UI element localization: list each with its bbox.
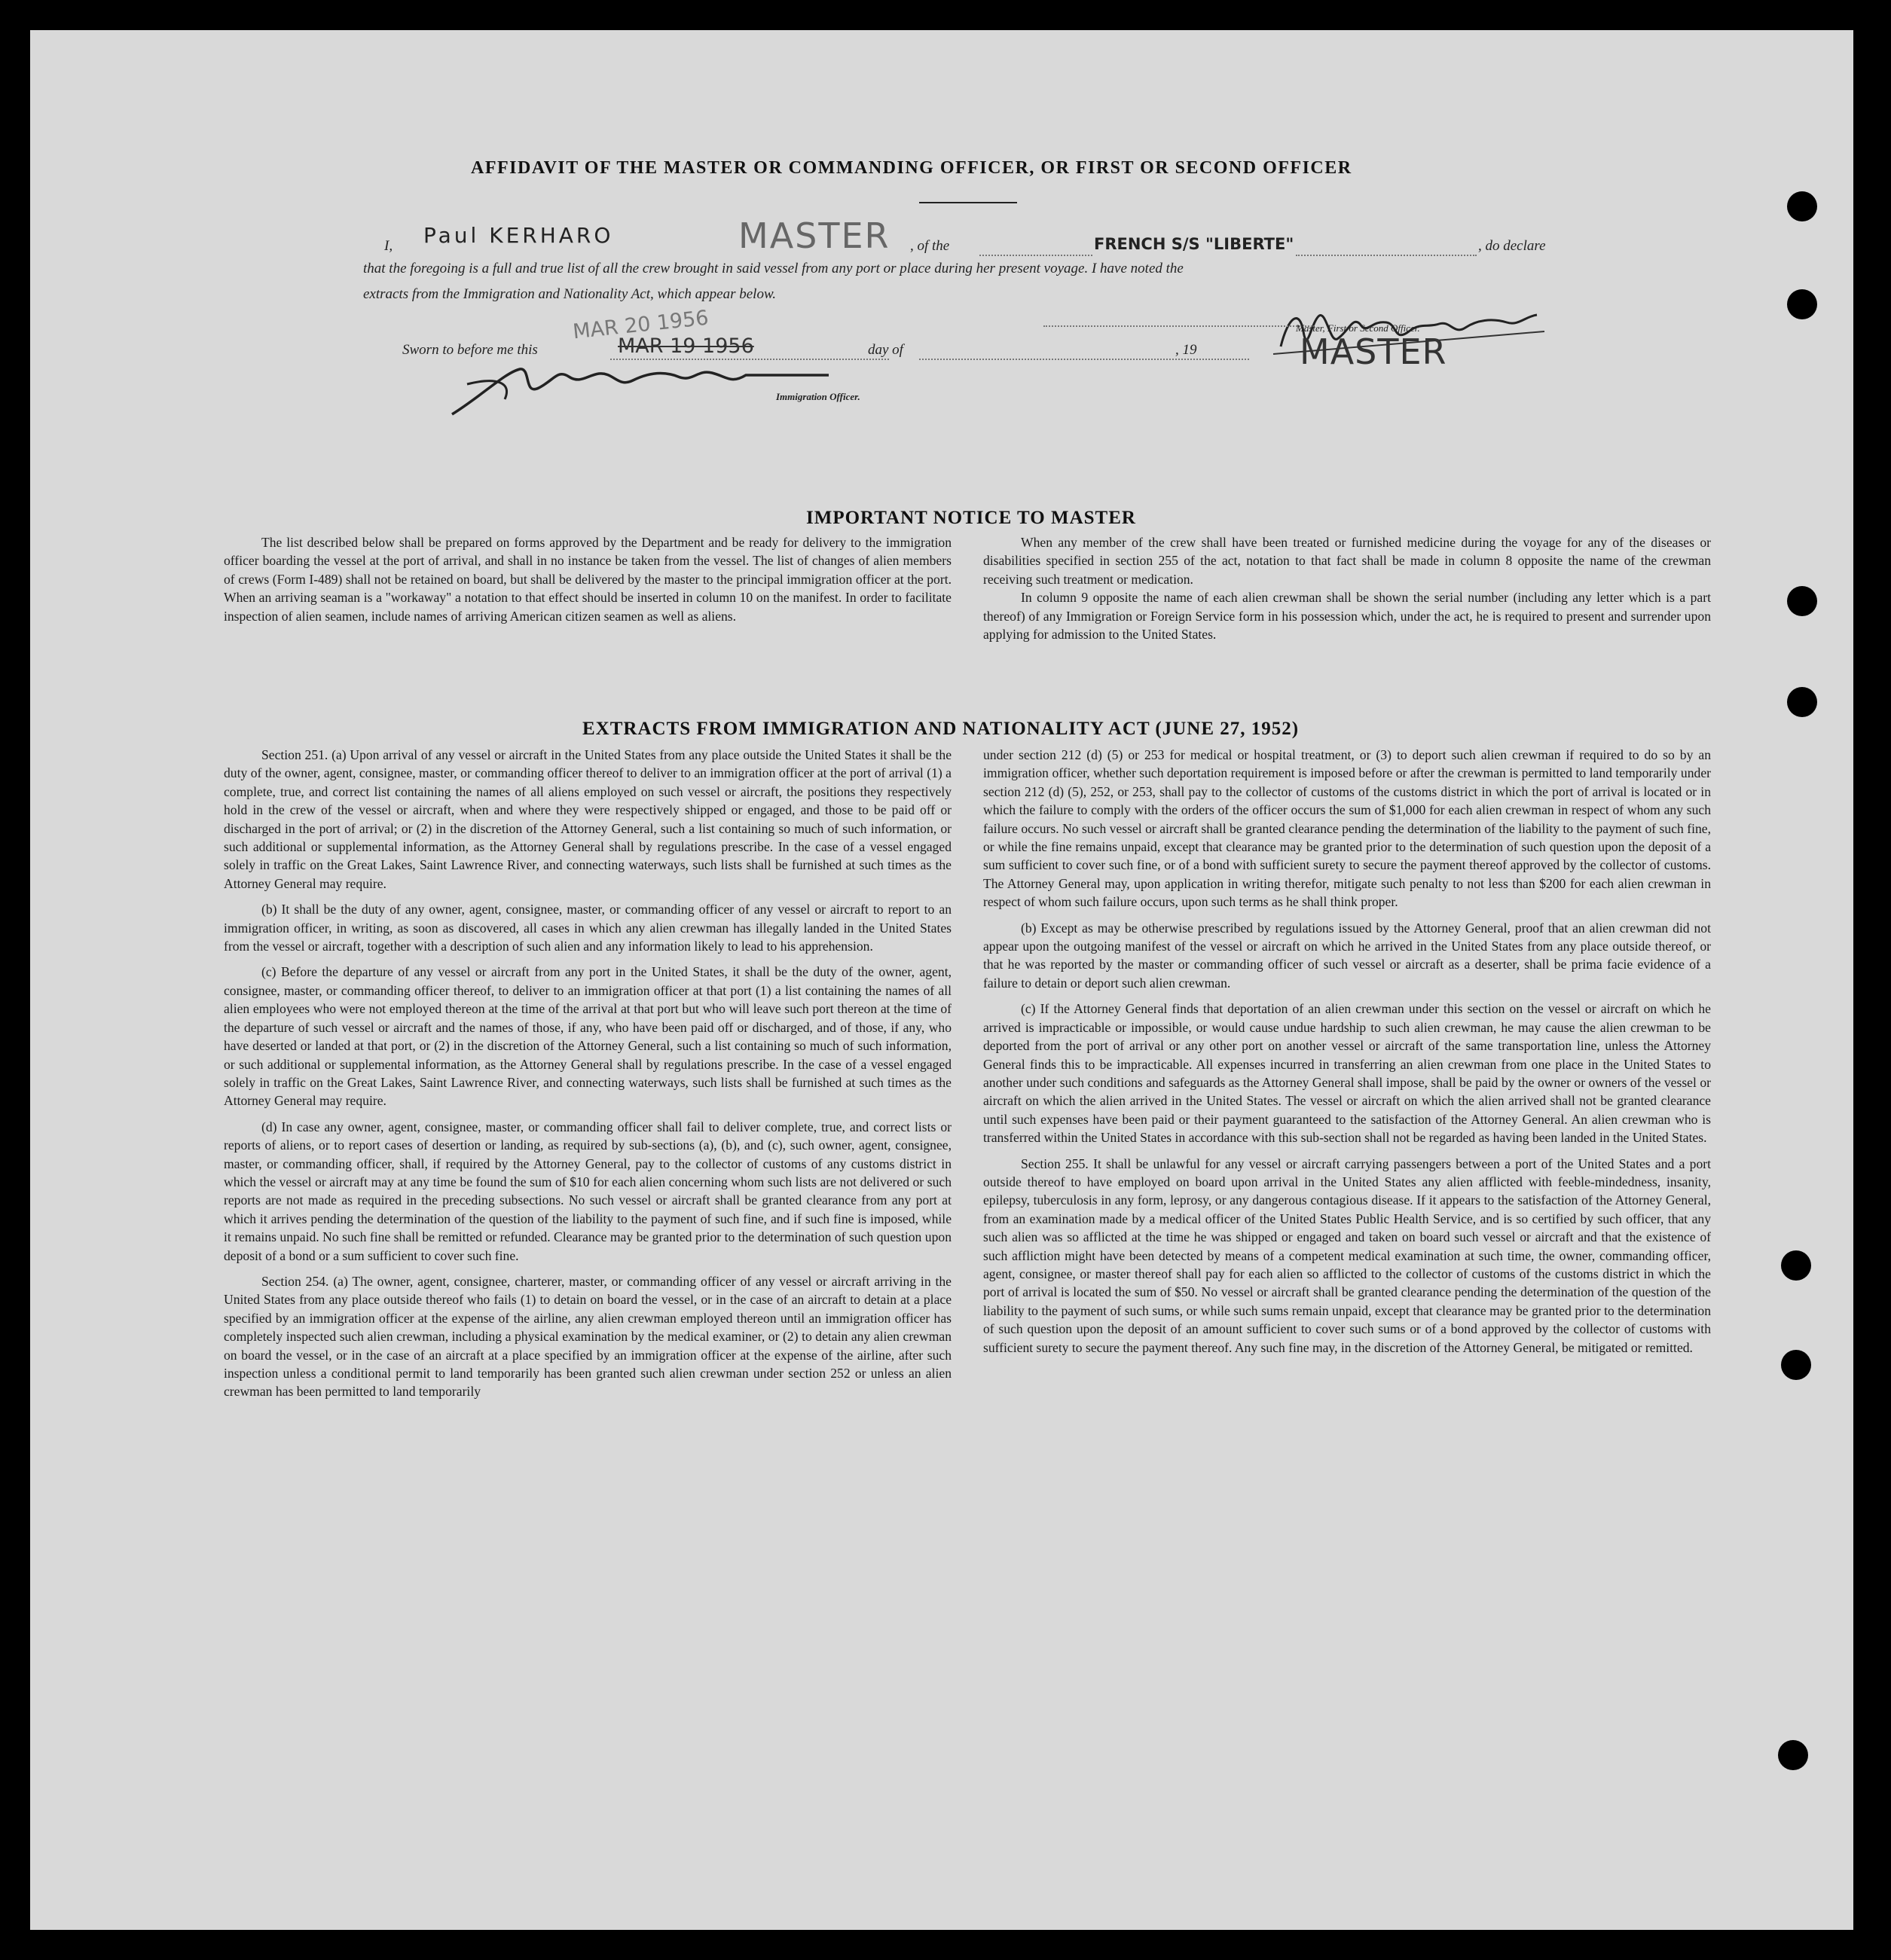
section-254b: (b) Except as may be otherwise prescribed by regulations issued by the Attorney General, proof that an alien crewman did not appear upon the outgoing manifest of the vessel or aircraft on which he arrived in the United States from any place outside thereof, or that he was reported by the master or commanding officer of such vessel or aircraft as a deserter, shall be prima facie evidence of a failure to detain or deport such alien crewman. xyxy=(983,920,1711,991)
section-251b: (b) It shall be the duty of any owner, agent, consignee, master, or commanding officer of any vessel or aircraft to report to an immigration officer, in writing, as soon as discovered, all cases in which any alien crewman has illegally landed in the United States from the vessel or aircraft, together with a description of such alien and any information likely to lead to his apprehension. xyxy=(224,902,952,954)
signature-fill-line xyxy=(1043,325,1315,327)
section-254a: Section 254. (a) The owner, agent, consignee, charterer, master, or commanding officer of any vessel or aircraft arriving in the United States from any place outside thereof who fails (1) to detain on board the vessel, or in the case of an aircraft to detain at a place specified by an immigration officer at the expense of the airline, any alien crewman employed thereon until an immigration officer has completely inspected such alien crewman, including a physical examination by the medical examiner, or (2) to detain any alien crewman on board the vessel, or in the case of an aircraft at a place specified by an immigration officer at the expense of the airline, after such inspection unless a conditional permit to land temporarily has been granted such alien crewman under section 252 or unless an alien crewman has been permitted to land temporarily xyxy=(224,1273,952,1400)
vessel-fill-line-2 xyxy=(1296,255,1477,256)
year-fill-line xyxy=(1211,359,1249,360)
binder-hole xyxy=(1787,687,1817,717)
officer-signature xyxy=(437,354,844,422)
section-254c: (c) If the Attorney General finds that deportation of an alien crewman under this section on the vessel or aircraft on which he arrived is impracticable or impossible, or would cause undue hardship to such alien crewman, he may cause the alien crewman to be deported from the port of arrival or any other port on another vessel or aircraft of the same transportation line, unless the Attorney General finds this to be impracticable. All expenses incurred in transferring an alien crewman from one place in the United States to another under such conditions and safeguards as the Attorney General shall impose, shall be paid by the owner or owners of the vessel or aircraft on which the alien arrived in the United States. The vessel or aircraft on which the alien arrived shall not be granted clearance until such expenses have been paid or their payment guaranteed to the satisfaction of the Attorney General. An alien crewman who is transferred within the United States in accordance with this sub-section shall not be regarded as having been landed in the United States. xyxy=(983,1001,1711,1146)
signature-caption: Master, First or Second Officer. xyxy=(1296,322,1420,334)
binder-hole xyxy=(1787,586,1817,616)
vessel-fill-line xyxy=(979,255,1092,256)
title-divider xyxy=(919,202,1017,203)
binder-hole xyxy=(1787,289,1817,319)
day-fill-line xyxy=(919,359,1213,360)
notice-left-column xyxy=(224,533,952,625)
signature-rank-stamp: MASTER xyxy=(1300,331,1447,372)
binder-hole xyxy=(1781,1250,1811,1281)
notice-right-paragraph-1: When any member of the crew shall have been treated or furnished medicine during the voyage for any of the diseases or disabilities specified in section 255 of the act, notation to that fact shall be made in column 8 opposite the name of the crewman receiving such treatment or medication. xyxy=(983,535,1711,587)
sworn-text: Sworn to before me this xyxy=(402,342,538,358)
declaration-line-2: extracts from the Immigration and Nationality Act, which appear below. xyxy=(363,286,776,302)
rank-stamp: MASTER xyxy=(738,215,891,256)
section-251d: (d) In case any owner, agent, consignee, master, or commanding officer shall fail to deliver complete, true, and correct lists or reports of aliens, or to report cases of desertion or landing, as required by sub-sections (a), (b), and (c), such owner, agent, consignee, master, or commanding officer, shall, if required by the Attorney General, pay to the collector of customs of any customs district in which the vessel or aircraft may at any time be found the sum of $10 for each alien concerning whom such lists are not delivered or such reports are not made as required in the preceding subsections. No such vessel or aircraft shall be granted clearance from any port at which it arrives pending the determination of the question of the liability to the payment of such fine, and if such fine is imposed, while it remains unpaid. No such fine shall be remitted or refunded. Clearance may be granted prior to the determination of such question upon deposit of a bond or a sum sufficient to cover such fine. xyxy=(224,1119,952,1263)
vessel-name: FRENCH S/S "LIBERTE" xyxy=(1094,235,1294,253)
binder-hole xyxy=(1778,1740,1808,1770)
document-page xyxy=(30,30,1853,1930)
notice-title: IMPORTANT NOTICE TO MASTER xyxy=(806,508,1136,528)
section-251a: Section 251. (a) Upon arrival of any vessel or aircraft in the United States from any place outside the United States it shall be the duty of the owner, agent, consignee, master, or commanding officer thereof to deliver to an immigration officer at the port of arrival (1) a complete, true, and correct list containing the names of all aliens employed on such vessel or aircraft, the positions they respectively hold in the crew of the vessel or aircraft, when and where they were respectively shipped or engaged, and those to be paid off or discharged in the port of arrival; or (2) in the discretion of the Attorney General, such a list containing so much of such information, or such additional or supplemental information, as the Attorney General shall by regulations prescribe. In the case of a vessel engaged solely in traffic on the Great Lakes, Saint Lawrence River, and connecting waterways, such lists shall be furnished at such times as the Attorney General may require. xyxy=(224,747,952,891)
i-prefix: I, xyxy=(384,238,393,254)
binder-hole xyxy=(1787,191,1817,221)
affidavit-title: AFFIDAVIT OF THE MASTER OR COMMANDING OFFICER, OR FIRST OR SECOND OFFICER xyxy=(471,158,1352,178)
notice-right-column xyxy=(983,533,1711,643)
section-251c: (c) Before the departure of any vessel or aircraft from any port in the United States, it shall be the duty of the owner, agent, consignee, master, or commanding officer thereof, to deliver to an immigration officer at that port (1) a list containing the names of all alien employees who were not employed thereon at the time of the arrival at that port but who will leave such port thereon at the time of the departure of such vessel or aircraft and the names of those, if any, who have been paid off or discharged, and of those, if any, who have deserted or landed at that port, or (2) in the discretion of the Attorney General, such a list containing so much of such information, or such additional or supplemental information, as the Attorney General shall by regulations prescribe. In the case of a vessel engaged solely in traffic on the Great Lakes, Saint Lawrence River, and connecting waterways, such lists shall be furnished at such times as the Attorney General may require. xyxy=(224,964,952,1109)
section-255: Section 255. It shall be unlawful for any vessel or aircraft carrying passengers between a port of the United States and a port outside thereof to have employed on board upon arrival in the United States any alien afflicted with feeble-mindedness, insanity, epilepsy, tuberculosis in any form, leprosy, or any dangerous contagious disease. If it appears to the satisfaction of the Attorney General, from an examination made by a medical officer of the United States Public Health Service, and is so certified by such officer, that any such alien was so afflicted at the time he was shipped or engaged and taken on board such vessel or aircraft and that the existence of such affliction might have been detected by means of a competent medical examination at such time, the owner, commanding officer, agent, consignee, or master thereof shall pay for each alien so afflicted to the collector of customs of the customs district in which the port of arrival is located the sum of $50. No vessel or aircraft shall be granted clearance pending the determination of the question of the liability to the payment of such sums, or while such sums remain unpaid, except that clearance may be granted prior to the determination of such question upon the deposit of an amount sufficient to cover such sums or of a bond approved by the collector of customs with sufficient surety to secure the payment thereof. Any such fine may, in the discretion of the Attorney General, be mitigated or remitted. xyxy=(983,1156,1711,1355)
of-the-text: , of the xyxy=(910,238,950,254)
section-254a-continued: under section 212 (d) (5) or 253 for medical or hospital treatment, or (3) to deport such alien crewman if required to do so by an immigration officer, whether such deportation requirement is imposed before or after the crewman is permitted to land temporarily under section 212 (d) (5), 252, or 253, shall pay to the collector of customs of the customs district in which the port of arrival is located or in which the failure to comply with the orders of the officer occurs the sum of $1,000 for each alien crewman in respect of whom any such failure occurs. No such vessel or aircraft shall be granted clearance pending the determination of the liability to the payment of such fine, or while the fine remains unpaid, except that clearance may be granted prior to the determination of such question upon the deposit of a sum sufficient to cover such fine, or of a bond with sufficient surety to secure the payment thereof approved by the collector of customs. The Attorney General may, upon application in writing therefor, mitigate such penalty to not less than $200 for each alien crewman in respect of whom such failure occurs, upon such terms as he shall think proper. xyxy=(983,747,1711,910)
date-stamp-upper: MAR 20 1956 xyxy=(571,306,710,344)
extracts-right-column xyxy=(983,746,1711,1364)
date-stamp-lower: MAR 19 1956 xyxy=(618,334,754,358)
day-of-text: day of xyxy=(868,342,903,358)
master-name: Paul KERHARO xyxy=(423,223,614,248)
notice-left-paragraph: The list described below shall be prepared on forms approved by the Department and be ready for delivery to the immigration officer boarding the vessel at the port of arrival, and shall in no instance be taken from the vessel. The list of changes of alien members of crews (Form I-489) shall not be retained on board, but shall be delivered by the master to the principal immigration officer at the port. When an arriving seaman is a "workaway" a notation to that effect should be inserted in column 10 on the manifest. In order to facilitate inspection of alien seamen, include names of arriving American citizen seamen as well as aliens. xyxy=(224,535,952,624)
do-declare-text: , do declare xyxy=(1478,238,1546,254)
declaration-line-1: that the foregoing is a full and true list of all the crew brought in said vessel from any port or place during her present voyage. I have noted the xyxy=(363,261,1184,276)
extracts-left-column xyxy=(224,746,952,1409)
year-prefix: , 19 xyxy=(1175,342,1197,358)
extracts-title: EXTRACTS FROM IMMIGRATION AND NATIONALITY ACT (JUNE 27, 1952) xyxy=(582,719,1300,739)
binder-hole xyxy=(1781,1350,1811,1380)
officer-label: Immigration Officer. xyxy=(776,391,860,402)
notice-right-paragraph-2: In column 9 opposite the name of each alien crewman shall be shown the serial number (including any letter which is a part thereof) of any Immigration or Foreign Service form in his possession which, under the act, he is required to present and surrender upon applying for admission to the United States. xyxy=(983,590,1711,643)
